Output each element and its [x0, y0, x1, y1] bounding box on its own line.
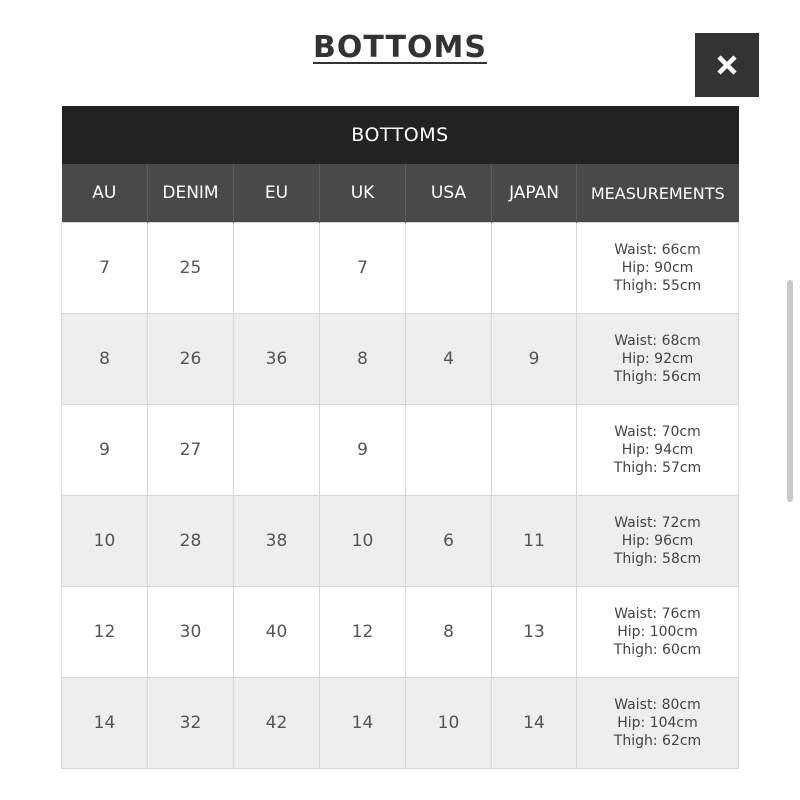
- table-row: [62, 223, 739, 314]
- column-header-eu: EU: [234, 164, 320, 223]
- cell-uk: 12: [320, 587, 406, 678]
- measurement-waist: Waist: 76cm: [614, 606, 701, 622]
- measurement-waist: Waist: 70cm: [614, 424, 701, 440]
- measurement-hip: Hip: 104cm: [617, 715, 698, 731]
- table-row: [62, 587, 739, 678]
- cell-usa: [406, 405, 492, 496]
- column-header-row: [62, 164, 739, 223]
- measurement-hip: Hip: 94cm: [621, 442, 694, 458]
- cell-uk: 7: [320, 223, 406, 314]
- cell-japan: [492, 405, 577, 496]
- measurement-hip: Hip: 92cm: [621, 351, 694, 367]
- cell-denim: 28: [148, 496, 234, 587]
- modal-title: BOTTOMS: [313, 30, 487, 65]
- cell-denim: 30: [148, 587, 234, 678]
- cell-japan: 14: [492, 678, 577, 769]
- measurement-waist: Waist: 80cm: [614, 697, 701, 713]
- cell-au: 12: [62, 587, 148, 678]
- cell-usa: 10: [406, 678, 492, 769]
- measurement-waist: Waist: 66cm: [614, 242, 701, 258]
- cell-au: 14: [62, 678, 148, 769]
- table-row: [62, 496, 739, 587]
- measurement-thigh: Thigh: 56cm: [613, 369, 702, 385]
- table-row: [62, 314, 739, 405]
- cell-au: 8: [62, 314, 148, 405]
- cell-measurements: [577, 587, 739, 678]
- cell-eu: [234, 223, 320, 314]
- column-header-measurements: MEASUREMENTS: [577, 164, 739, 223]
- column-header-japan: JAPAN: [492, 164, 577, 223]
- measurement-thigh: Thigh: 62cm: [613, 733, 702, 749]
- cell-measurements: [577, 314, 739, 405]
- cell-eu: 40: [234, 587, 320, 678]
- cell-eu: 42: [234, 678, 320, 769]
- cell-au: 10: [62, 496, 148, 587]
- cell-denim: 32: [148, 678, 234, 769]
- close-icon: [715, 53, 739, 77]
- cell-denim: 26: [148, 314, 234, 405]
- measurement-hip: Hip: 90cm: [621, 260, 694, 276]
- cell-eu: 36: [234, 314, 320, 405]
- size-chart-table: [61, 106, 739, 769]
- cell-japan: [492, 223, 577, 314]
- column-header-au: AU: [62, 164, 148, 223]
- cell-usa: 4: [406, 314, 492, 405]
- measurement-thigh: Thigh: 55cm: [613, 278, 702, 294]
- close-button[interactable]: [695, 33, 759, 97]
- cell-measurements: [577, 223, 739, 314]
- table-row: [62, 678, 739, 769]
- cell-measurements: [577, 405, 739, 496]
- table-row: [62, 405, 739, 496]
- cell-japan: 13: [492, 587, 577, 678]
- scrollbar[interactable]: [787, 280, 793, 502]
- cell-japan: 11: [492, 496, 577, 587]
- cell-measurements: [577, 678, 739, 769]
- cell-usa: [406, 223, 492, 314]
- cell-uk: 10: [320, 496, 406, 587]
- measurement-thigh: Thigh: 60cm: [613, 642, 702, 658]
- cell-au: 9: [62, 405, 148, 496]
- cell-usa: 6: [406, 496, 492, 587]
- table-caption: BOTTOMS: [62, 106, 739, 164]
- cell-eu: 38: [234, 496, 320, 587]
- column-header-denim: DENIM: [148, 164, 234, 223]
- cell-uk: 8: [320, 314, 406, 405]
- cell-measurements: [577, 496, 739, 587]
- cell-uk: 9: [320, 405, 406, 496]
- cell-japan: 9: [492, 314, 577, 405]
- measurement-waist: Waist: 68cm: [614, 333, 701, 349]
- measurement-hip: Hip: 100cm: [617, 624, 698, 640]
- measurement-waist: Waist: 72cm: [614, 515, 701, 531]
- measurement-hip: Hip: 96cm: [621, 533, 694, 549]
- measurement-thigh: Thigh: 57cm: [613, 460, 702, 476]
- cell-au: 7: [62, 223, 148, 314]
- cell-denim: 27: [148, 405, 234, 496]
- cell-denim: 25: [148, 223, 234, 314]
- measurement-thigh: Thigh: 58cm: [613, 551, 702, 567]
- cell-eu: [234, 405, 320, 496]
- cell-uk: 14: [320, 678, 406, 769]
- column-header-uk: UK: [320, 164, 406, 223]
- column-header-usa: USA: [406, 164, 492, 223]
- cell-usa: 8: [406, 587, 492, 678]
